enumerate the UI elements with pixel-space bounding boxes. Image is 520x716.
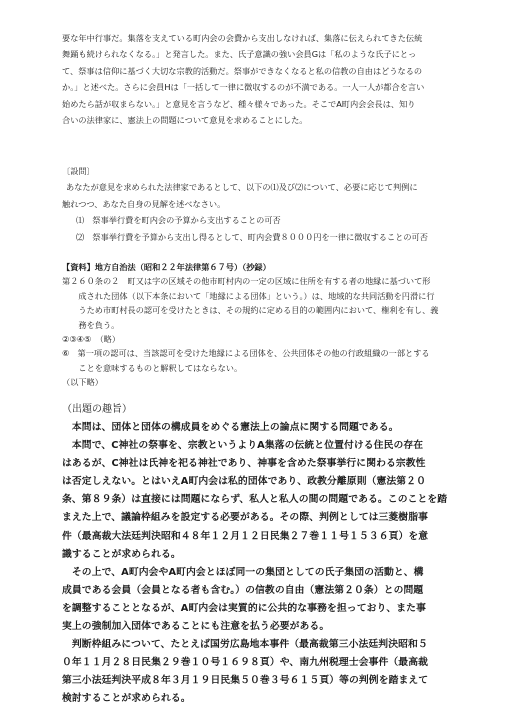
commentary-line: を調整することとなるが、A町内会は実質的に公共的な事務を担っており、また事 (62, 602, 426, 614)
statute-line: 務を負う。 (62, 319, 120, 330)
commentary-line: はあるが、C神社は氏神を祀る神社であり、神事を含めた祭事挙行に関わる宗教性 (62, 458, 426, 470)
commentary-line: その上で、A町内会やA町内会とほぼ同一の集団としての氏子集団の活動と、構 (62, 566, 424, 578)
narrative-line: 舞踊も続けられなくなる。」と発言した。また、氏子意識の強い会員Gは「私のような氏子にとっ (62, 49, 417, 60)
question-line: あなたが意見を求められた法律家であるとして、以下の⑴及び⑵について、必要に応じて判例に (66, 182, 418, 193)
question-section (62, 163, 462, 245)
statute-line: 成された団体（以下本条において「地縁による団体」という。）は、地域的な共同活動を円滑に行 (62, 290, 435, 301)
narrative-line: 合いの法律家に、憲法上の問題について意見を求めることにした。 (62, 115, 308, 126)
narrative-line: て、祭事は信仰に基づく大切な宗教的活動だ。祭事ができなくなると私の信教の自由はどうなるの (62, 65, 423, 76)
narrative-line: か。」と述べた。さらに会員Hは「一括して一律に徴収するのが不満である。一人一人が都合を言い (62, 82, 425, 93)
commentary-line: 条、第８９条）は直接には問題にならず、私人と私人の間の問題である。このことを踏 (62, 494, 448, 506)
reference-section (62, 260, 462, 390)
commentary-line: 識することが求められる。 (62, 548, 181, 560)
reference-title: 【資料】地方自治法（昭和２２年法律第６７号）（抄録） (62, 262, 271, 272)
question-line: 触れつつ、あなた自身の見解を述べなさい。 (62, 198, 226, 209)
statute-line: ⑥ 第一項の認可は、当該認可を受けた地縁による団体を、公共団体その他の行政組織の一部とする (62, 348, 430, 359)
commentary-title: （出題の趣旨） (62, 404, 132, 415)
narrative-line: 要な年中行事だ。集落を支えている町内会の会費から支出しなければ、集落に伝えられてきた伝統 (62, 33, 423, 43)
question-item: ⑴ 祭事挙行費を町内会の予算から支出することの可否 (76, 215, 281, 226)
commentary-section (62, 403, 467, 709)
commentary-line: 成員である会員（会員となる者も含む。）の信教の自由（憲法第２０条）との問題 (62, 584, 424, 596)
commentary-line: は否定しえない。とはいえA町内会は私的団体であり、政教分離原則（憲法第２０ (62, 476, 426, 488)
question-title: 〔設問〕 (62, 166, 95, 176)
question-item: ⑵ 祭事挙行費を予算から支出し得るとして、町内会費８０００円を一律に徴収することの可否 (76, 231, 428, 242)
commentary-line: 件（最高裁大法廷判決昭和４８年１２月１２日民集２７巻１１号１５３６頁）を意 (62, 530, 429, 542)
commentary-line: 本問で、C神社の祭事を、宗教というよりA集落の伝統と位置付ける住民の存在 (62, 440, 424, 452)
statute-line: 第２６０条の２ 町又は字の区域その他市町村内の一定の区域に住所を有する者の地縁に基づいて形 (62, 276, 431, 287)
statute-line: ②③④⑤ （略） (62, 334, 121, 345)
narrative-line: 始めたら話が収まらない。」と意見を言うなど、種々様々であった。そこでA町内会会長は、知り (62, 98, 416, 109)
statute-line: （以下略） (62, 377, 103, 388)
statute-line: ことを意味するものと解釈してはならない。 (62, 362, 243, 373)
statute-line: うため市町村長の認可を受けたときは、その規約に定める目的の範囲内において、権利を有し、義 (62, 305, 439, 316)
commentary-line: 判断枠組みについて、たとえば国労広島地本事件（最高裁第三小法廷判決昭和５ (62, 639, 428, 651)
commentary-line: 実上の強制加入団体であることにも注意を払う必要がある。 (62, 621, 330, 633)
commentary-line: 第三小法廷判決平成８年３月１９日民集５０巻３号６１５頁）等の判例を踏まえて (62, 675, 429, 687)
commentary-line: ０年１１月２８日民集２９巻１０号１６９８頁）や、南九州税理士会事件（最高裁 (62, 657, 428, 669)
case-narrative (62, 30, 462, 128)
commentary-line: 検討することが求められる。 (62, 693, 191, 705)
commentary-line: まえた上で、議論枠組みを設定する必要がある。その際、判例としては三菱樹脂事 (62, 512, 428, 524)
commentary-line: 本問は、団体と団体の構成員をめぐる憲法上の論点に関する問題である。 (62, 422, 399, 433)
